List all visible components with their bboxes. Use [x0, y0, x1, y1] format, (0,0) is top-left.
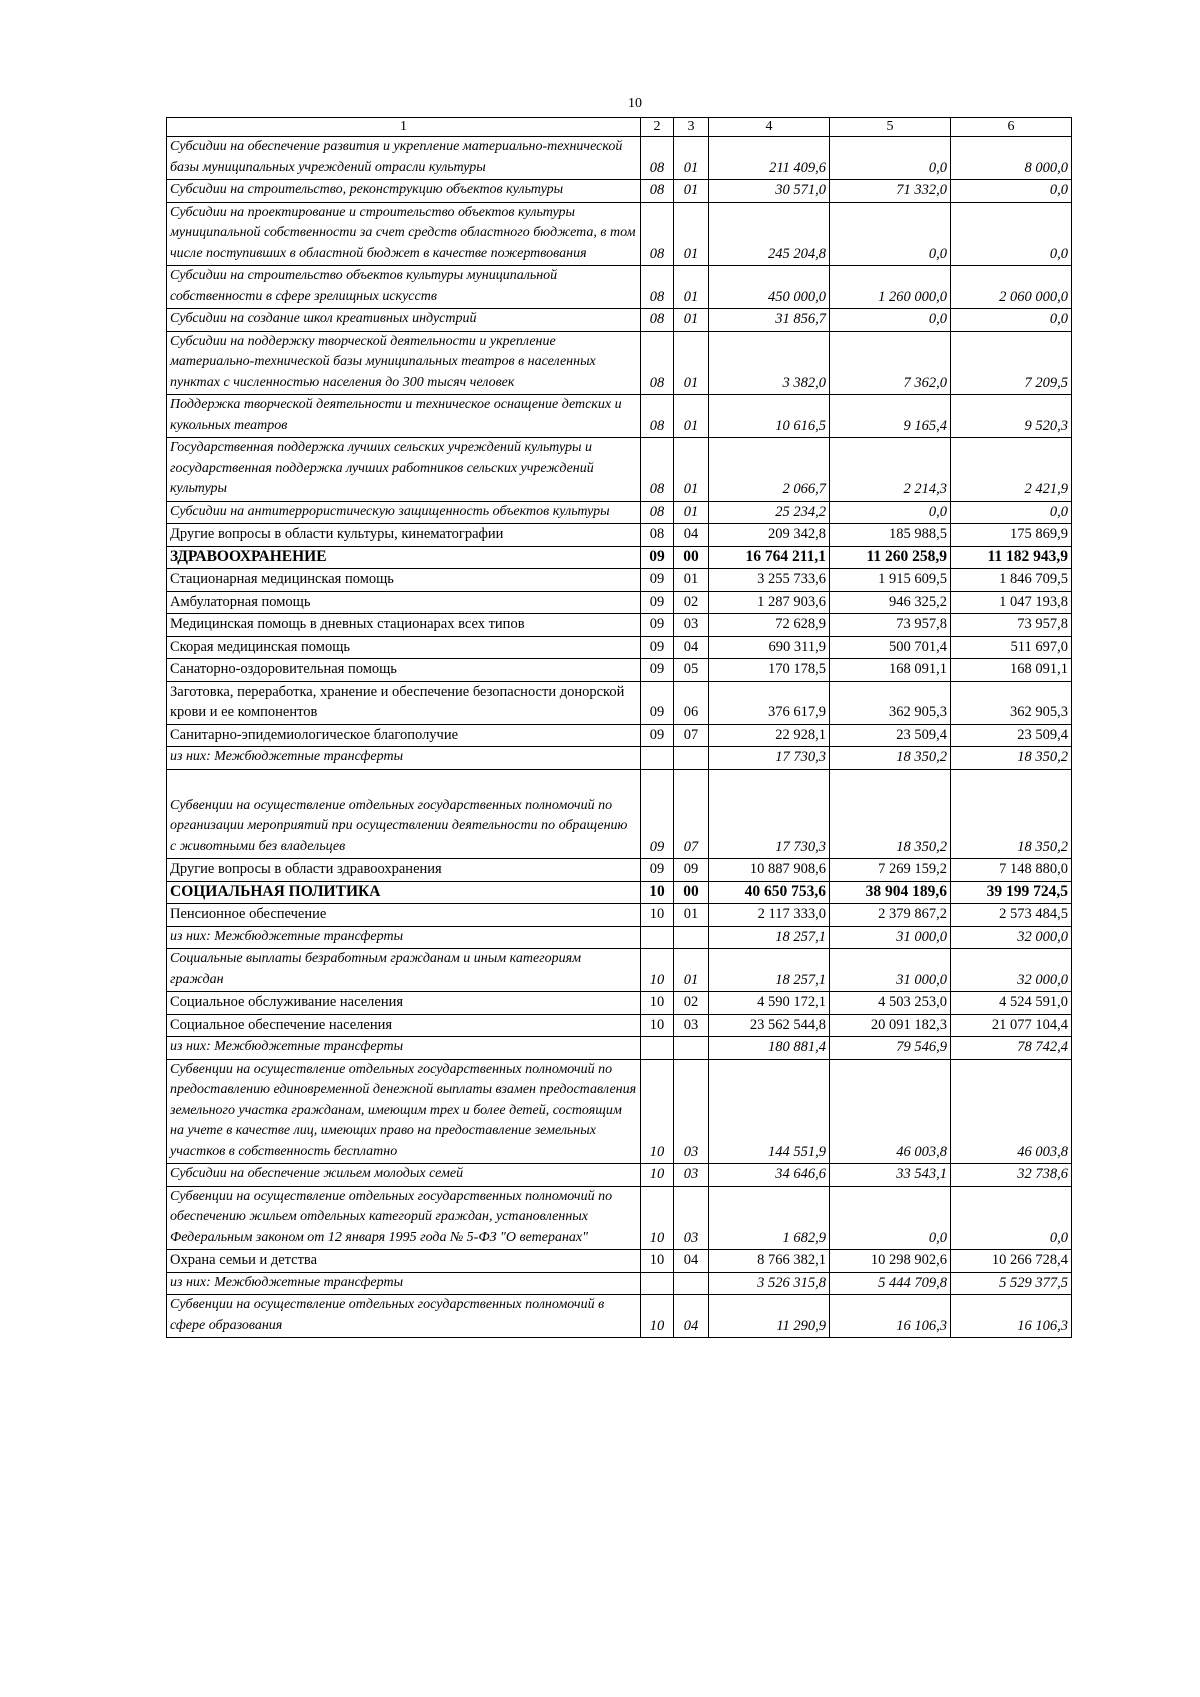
section-code-cell: 09 — [641, 636, 674, 659]
column-header-2: 2 — [641, 118, 674, 137]
table-row — [167, 524, 1072, 547]
value-col4-cell: 211 409,6 — [709, 137, 830, 180]
value-col4-cell: 2 117 333,0 — [709, 904, 830, 927]
row-name-cell: Государственная поддержка лучших сельских учреждений культуры и государственная поддержка лучших работников сельских учреждений культуры — [167, 438, 641, 502]
value-col6-cell: 362 905,3 — [951, 681, 1072, 724]
table-row — [167, 926, 1072, 949]
table-row — [167, 949, 1072, 992]
value-col4-cell: 1 682,9 — [709, 1186, 830, 1250]
section-code-cell — [641, 1272, 674, 1295]
value-col4-cell: 690 311,9 — [709, 636, 830, 659]
value-col4-cell: 25 234,2 — [709, 501, 830, 524]
value-col6-cell: 32 000,0 — [951, 926, 1072, 949]
value-col4-cell: 11 290,9 — [709, 1295, 830, 1338]
section-code-cell: 08 — [641, 202, 674, 266]
section-code-cell: 08 — [641, 438, 674, 502]
value-col6-cell: 78 742,4 — [951, 1037, 1072, 1060]
table-row — [167, 501, 1072, 524]
value-col4-cell: 22 928,1 — [709, 724, 830, 747]
section-code-cell: 10 — [641, 881, 674, 904]
section-code-cell: 08 — [641, 180, 674, 203]
table-row — [167, 266, 1072, 309]
section-code-cell: 10 — [641, 1059, 674, 1164]
table-row — [167, 636, 1072, 659]
value-col6-cell: 175 869,9 — [951, 524, 1072, 547]
value-col6-cell: 7 209,5 — [951, 331, 1072, 395]
section-code-cell: 09 — [641, 659, 674, 682]
row-name-cell: Субвенции на осуществление отдельных государственных полномочий в сфере образования — [167, 1295, 641, 1338]
value-col6-cell: 2 060 000,0 — [951, 266, 1072, 309]
value-col5-cell: 20 091 182,3 — [830, 1014, 951, 1037]
value-col6-cell: 0,0 — [951, 1186, 1072, 1250]
value-col4-cell: 245 204,8 — [709, 202, 830, 266]
subsection-code-cell — [674, 747, 709, 770]
value-col6-cell: 8 000,0 — [951, 137, 1072, 180]
table-row — [167, 1014, 1072, 1037]
section-code-cell: 09 — [641, 614, 674, 637]
subsection-code-cell — [674, 1037, 709, 1060]
value-col5-cell: 18 350,2 — [830, 747, 951, 770]
subsection-code-cell: 04 — [674, 636, 709, 659]
value-col6-cell: 7 148 880,0 — [951, 859, 1072, 882]
row-name-cell: Социальные выплаты безработным гражданам и иным категориям граждан — [167, 949, 641, 992]
value-col4-cell: 8 766 382,1 — [709, 1250, 830, 1273]
value-col4-cell: 180 881,4 — [709, 1037, 830, 1060]
table-row — [167, 591, 1072, 614]
section-code-cell: 08 — [641, 501, 674, 524]
subsection-code-cell: 05 — [674, 659, 709, 682]
subsection-code-cell: 06 — [674, 681, 709, 724]
budget-table-body — [167, 118, 1072, 1338]
value-col4-cell: 16 764 211,1 — [709, 546, 830, 569]
subsection-code-cell: 01 — [674, 949, 709, 992]
section-code-cell: 10 — [641, 1014, 674, 1037]
value-col4-cell: 40 650 753,6 — [709, 881, 830, 904]
value-col5-cell: 38 904 189,6 — [830, 881, 951, 904]
table-row — [167, 309, 1072, 332]
value-col4-cell: 18 257,1 — [709, 926, 830, 949]
section-code-cell: 09 — [641, 859, 674, 882]
value-col4-cell: 10 887 908,6 — [709, 859, 830, 882]
table-row — [167, 438, 1072, 502]
section-code-cell — [641, 1037, 674, 1060]
table-row — [167, 1250, 1072, 1273]
value-col4-cell: 3 382,0 — [709, 331, 830, 395]
section-code-cell: 10 — [641, 1164, 674, 1187]
value-col5-cell: 73 957,8 — [830, 614, 951, 637]
value-col6-cell: 46 003,8 — [951, 1059, 1072, 1164]
column-header-6: 6 — [951, 118, 1072, 137]
row-name-cell: из них: Межбюджетные трансферты — [167, 747, 641, 770]
subsection-code-cell: 01 — [674, 438, 709, 502]
value-col5-cell: 7 269 159,2 — [830, 859, 951, 882]
value-col6-cell: 0,0 — [951, 501, 1072, 524]
page-number: 10 — [628, 96, 642, 111]
subsection-code-cell: 01 — [674, 202, 709, 266]
section-code-cell: 09 — [641, 546, 674, 569]
value-col4-cell: 34 646,6 — [709, 1164, 830, 1187]
value-col5-cell: 11 260 258,9 — [830, 546, 951, 569]
table-row — [167, 769, 1072, 859]
subsection-code-cell — [674, 926, 709, 949]
table-row — [167, 395, 1072, 438]
section-code-cell: 08 — [641, 395, 674, 438]
table-row — [167, 1272, 1072, 1295]
value-col6-cell: 1 846 709,5 — [951, 569, 1072, 592]
subsection-code-cell: 01 — [674, 309, 709, 332]
value-col6-cell: 21 077 104,4 — [951, 1014, 1072, 1037]
value-col5-cell: 0,0 — [830, 137, 951, 180]
column-header-3: 3 — [674, 118, 709, 137]
section-code-cell: 08 — [641, 524, 674, 547]
column-header-1: 1 — [167, 118, 641, 137]
value-col5-cell: 0,0 — [830, 309, 951, 332]
value-col6-cell: 32 000,0 — [951, 949, 1072, 992]
value-col5-cell: 0,0 — [830, 501, 951, 524]
row-name-cell: Заготовка, переработка, хранение и обеспечение безопасности донорской крови и ее компонентов — [167, 681, 641, 724]
subsection-code-cell: 01 — [674, 501, 709, 524]
row-name-cell: из них: Межбюджетные трансферты — [167, 1037, 641, 1060]
section-code-cell: 10 — [641, 1186, 674, 1250]
row-name-cell: Медицинская помощь в дневных стационарах всех типов — [167, 614, 641, 637]
section-code-cell — [641, 926, 674, 949]
value-col6-cell: 73 957,8 — [951, 614, 1072, 637]
row-name-cell: Охрана семьи и детства — [167, 1250, 641, 1273]
value-col4-cell: 376 617,9 — [709, 681, 830, 724]
subsection-code-cell: 07 — [674, 724, 709, 747]
value-col4-cell: 2 066,7 — [709, 438, 830, 502]
table-row — [167, 859, 1072, 882]
value-col5-cell: 10 298 902,6 — [830, 1250, 951, 1273]
subsection-code-cell: 07 — [674, 769, 709, 859]
row-name-cell: Поддержка творческой деятельности и техническое оснащение детских и кукольных театров — [167, 395, 641, 438]
row-name-cell: Субсидии на поддержку творческой деятельности и укрепление материально-технической базы муниципальных театров в населенных пунктах с численностью населения до 300 тысяч человек — [167, 331, 641, 395]
table-row — [167, 1037, 1072, 1060]
subsection-code-cell: 03 — [674, 1059, 709, 1164]
subsection-code-cell: 03 — [674, 1186, 709, 1250]
row-name-cell: Социальное обслуживание населения — [167, 992, 641, 1015]
row-name-cell: Амбулаторная помощь — [167, 591, 641, 614]
value-col6-cell: 18 350,2 — [951, 769, 1072, 859]
row-name-cell: Санитарно-эпидемиологическое благополучие — [167, 724, 641, 747]
row-name-cell: СОЦИАЛЬНАЯ ПОЛИТИКА — [167, 881, 641, 904]
value-col6-cell: 16 106,3 — [951, 1295, 1072, 1338]
section-code-cell: 10 — [641, 1295, 674, 1338]
column-header-4: 4 — [709, 118, 830, 137]
row-name-cell: Субсидии на создание школ креативных индустрий — [167, 309, 641, 332]
section-code-cell — [641, 747, 674, 770]
table-row — [167, 992, 1072, 1015]
row-name-cell: Другие вопросы в области культуры, кинематографии — [167, 524, 641, 547]
value-col6-cell: 0,0 — [951, 309, 1072, 332]
value-col6-cell: 168 091,1 — [951, 659, 1072, 682]
value-col5-cell: 1 260 000,0 — [830, 266, 951, 309]
row-name-cell: из них: Межбюджетные трансферты — [167, 926, 641, 949]
row-name-cell: Субвенции на осуществление отдельных государственных полномочий по обеспечению жильем отдельных категорий граждан, установленных Федеральным законом от 12 января 1995 года № 5-ФЗ "О ветеранах" — [167, 1186, 641, 1250]
section-code-cell: 10 — [641, 992, 674, 1015]
section-code-cell: 08 — [641, 331, 674, 395]
table-row — [167, 1164, 1072, 1187]
value-col5-cell: 1 915 609,5 — [830, 569, 951, 592]
value-col6-cell: 5 529 377,5 — [951, 1272, 1072, 1295]
row-name-cell: Субвенции на осуществление отдельных государственных полномочий по организации мероприятий при осуществлении деятельности по обращению с животными без владельцев — [167, 769, 641, 859]
value-col5-cell: 79 546,9 — [830, 1037, 951, 1060]
subsection-code-cell — [674, 1272, 709, 1295]
subsection-code-cell: 00 — [674, 881, 709, 904]
section-code-cell: 08 — [641, 137, 674, 180]
table-row — [167, 1059, 1072, 1164]
table-row — [167, 569, 1072, 592]
subsection-code-cell: 01 — [674, 137, 709, 180]
value-col5-cell: 168 091,1 — [830, 659, 951, 682]
row-name-cell: Пенсионное обеспечение — [167, 904, 641, 927]
value-col4-cell: 72 628,9 — [709, 614, 830, 637]
row-name-cell: Санаторно-оздоровительная помощь — [167, 659, 641, 682]
value-col5-cell: 2 379 867,2 — [830, 904, 951, 927]
table-row — [167, 724, 1072, 747]
value-col5-cell: 0,0 — [830, 1186, 951, 1250]
value-col6-cell: 0,0 — [951, 180, 1072, 203]
value-col4-cell: 3 255 733,6 — [709, 569, 830, 592]
value-col6-cell: 511 697,0 — [951, 636, 1072, 659]
value-col4-cell: 3 526 315,8 — [709, 1272, 830, 1295]
row-name-cell: ЗДРАВООХРАНЕНИЕ — [167, 546, 641, 569]
row-name-cell: Стационарная медицинская помощь — [167, 569, 641, 592]
section-code-cell: 09 — [641, 569, 674, 592]
subsection-code-cell: 02 — [674, 591, 709, 614]
value-col4-cell: 144 551,9 — [709, 1059, 830, 1164]
value-col5-cell: 500 701,4 — [830, 636, 951, 659]
value-col6-cell: 2 573 484,5 — [951, 904, 1072, 927]
row-name-cell: Субсидии на строительство объектов культуры муниципальной собственности в сфере зрелищных искусств — [167, 266, 641, 309]
value-col6-cell: 32 738,6 — [951, 1164, 1072, 1187]
row-name-cell: Субсидии на обеспечение жильем молодых семей — [167, 1164, 641, 1187]
value-col5-cell: 71 332,0 — [830, 180, 951, 203]
value-col5-cell: 16 106,3 — [830, 1295, 951, 1338]
subsection-code-cell: 01 — [674, 395, 709, 438]
subsection-code-cell: 03 — [674, 1164, 709, 1187]
row-name-cell: Другие вопросы в области здравоохранения — [167, 859, 641, 882]
value-col4-cell: 30 571,0 — [709, 180, 830, 203]
value-col6-cell: 9 520,3 — [951, 395, 1072, 438]
value-col4-cell: 31 856,7 — [709, 309, 830, 332]
value-col4-cell: 4 590 172,1 — [709, 992, 830, 1015]
section-code-cell: 10 — [641, 949, 674, 992]
value-col5-cell: 9 165,4 — [830, 395, 951, 438]
value-col4-cell: 10 616,5 — [709, 395, 830, 438]
subsection-code-cell: 01 — [674, 904, 709, 927]
value-col5-cell: 18 350,2 — [830, 769, 951, 859]
section-code-cell: 08 — [641, 266, 674, 309]
row-name-cell: Социальное обеспечение населения — [167, 1014, 641, 1037]
value-col6-cell: 11 182 943,9 — [951, 546, 1072, 569]
value-col5-cell: 33 543,1 — [830, 1164, 951, 1187]
section-total-row — [167, 881, 1072, 904]
table-row — [167, 137, 1072, 180]
subsection-code-cell: 00 — [674, 546, 709, 569]
table-row — [167, 202, 1072, 266]
section-code-cell: 09 — [641, 724, 674, 747]
value-col4-cell: 450 000,0 — [709, 266, 830, 309]
table-row — [167, 1295, 1072, 1338]
value-col5-cell: 4 503 253,0 — [830, 992, 951, 1015]
value-col4-cell: 17 730,3 — [709, 769, 830, 859]
table-row — [167, 180, 1072, 203]
value-col5-cell: 946 325,2 — [830, 591, 951, 614]
value-col5-cell: 23 509,4 — [830, 724, 951, 747]
subsection-code-cell: 01 — [674, 180, 709, 203]
value-col5-cell: 185 988,5 — [830, 524, 951, 547]
section-total-row — [167, 546, 1072, 569]
row-name-cell: из них: Межбюджетные трансферты — [167, 1272, 641, 1295]
value-col4-cell: 23 562 544,8 — [709, 1014, 830, 1037]
value-col6-cell: 0,0 — [951, 202, 1072, 266]
section-code-cell: 09 — [641, 681, 674, 724]
section-code-cell: 08 — [641, 309, 674, 332]
value-col4-cell: 170 178,5 — [709, 659, 830, 682]
table-row — [167, 614, 1072, 637]
table-row — [167, 681, 1072, 724]
subsection-code-cell: 01 — [674, 266, 709, 309]
subsection-code-cell: 04 — [674, 1295, 709, 1338]
value-col5-cell: 31 000,0 — [830, 949, 951, 992]
value-col6-cell: 18 350,2 — [951, 747, 1072, 770]
subsection-code-cell: 03 — [674, 614, 709, 637]
row-name-cell: Субсидии на проектирование и строительство объектов культуры муниципальной собственности за счет средств областного бюджета, в том числе поступивших в областной бюджет в качестве пожертвования — [167, 202, 641, 266]
section-code-cell: 10 — [641, 1250, 674, 1273]
table-row — [167, 747, 1072, 770]
value-col5-cell: 362 905,3 — [830, 681, 951, 724]
value-col4-cell: 209 342,8 — [709, 524, 830, 547]
section-code-cell: 10 — [641, 904, 674, 927]
subsection-code-cell: 03 — [674, 1014, 709, 1037]
value-col6-cell: 4 524 591,0 — [951, 992, 1072, 1015]
table-header-row — [167, 118, 1072, 137]
value-col5-cell: 5 444 709,8 — [830, 1272, 951, 1295]
subsection-code-cell: 04 — [674, 1250, 709, 1273]
value-col5-cell: 46 003,8 — [830, 1059, 951, 1164]
row-name-cell: Субсидии на строительство, реконструкцию объектов культуры — [167, 180, 641, 203]
table-row — [167, 1186, 1072, 1250]
row-name-cell: Субсидии на обеспечение развития и укрепление материально-технической базы муниципальных учреждений отрасли культуры — [167, 137, 641, 180]
table-row — [167, 331, 1072, 395]
subsection-code-cell: 01 — [674, 569, 709, 592]
value-col4-cell: 1 287 903,6 — [709, 591, 830, 614]
row-name-cell: Скорая медицинская помощь — [167, 636, 641, 659]
value-col6-cell: 2 421,9 — [951, 438, 1072, 502]
subsection-code-cell: 02 — [674, 992, 709, 1015]
subsection-code-cell: 01 — [674, 331, 709, 395]
subsection-code-cell: 04 — [674, 524, 709, 547]
value-col6-cell: 1 047 193,8 — [951, 591, 1072, 614]
value-col5-cell: 7 362,0 — [830, 331, 951, 395]
row-name-cell: Субсидии на антитеррористическую защищенность объектов культуры — [167, 501, 641, 524]
budget-table — [166, 117, 1072, 1338]
table-row — [167, 904, 1072, 927]
value-col6-cell: 39 199 724,5 — [951, 881, 1072, 904]
value-col5-cell: 0,0 — [830, 202, 951, 266]
section-code-cell: 09 — [641, 769, 674, 859]
value-col5-cell: 2 214,3 — [830, 438, 951, 502]
row-name-cell: Субвенции на осуществление отдельных государственных полномочий по предоставлению единовременной денежной выплаты взамен предоставления земельного участка гражданам, имеющим трех и более детей, состоящим на учете в качестве лиц, имеющих право на предоставление земельных участков в собственность бесплатно — [167, 1059, 641, 1164]
value-col5-cell: 31 000,0 — [830, 926, 951, 949]
subsection-code-cell: 09 — [674, 859, 709, 882]
value-col4-cell: 17 730,3 — [709, 747, 830, 770]
table-row — [167, 659, 1072, 682]
value-col4-cell: 18 257,1 — [709, 949, 830, 992]
column-header-5: 5 — [830, 118, 951, 137]
value-col6-cell: 10 266 728,4 — [951, 1250, 1072, 1273]
section-code-cell: 09 — [641, 591, 674, 614]
value-col6-cell: 23 509,4 — [951, 724, 1072, 747]
